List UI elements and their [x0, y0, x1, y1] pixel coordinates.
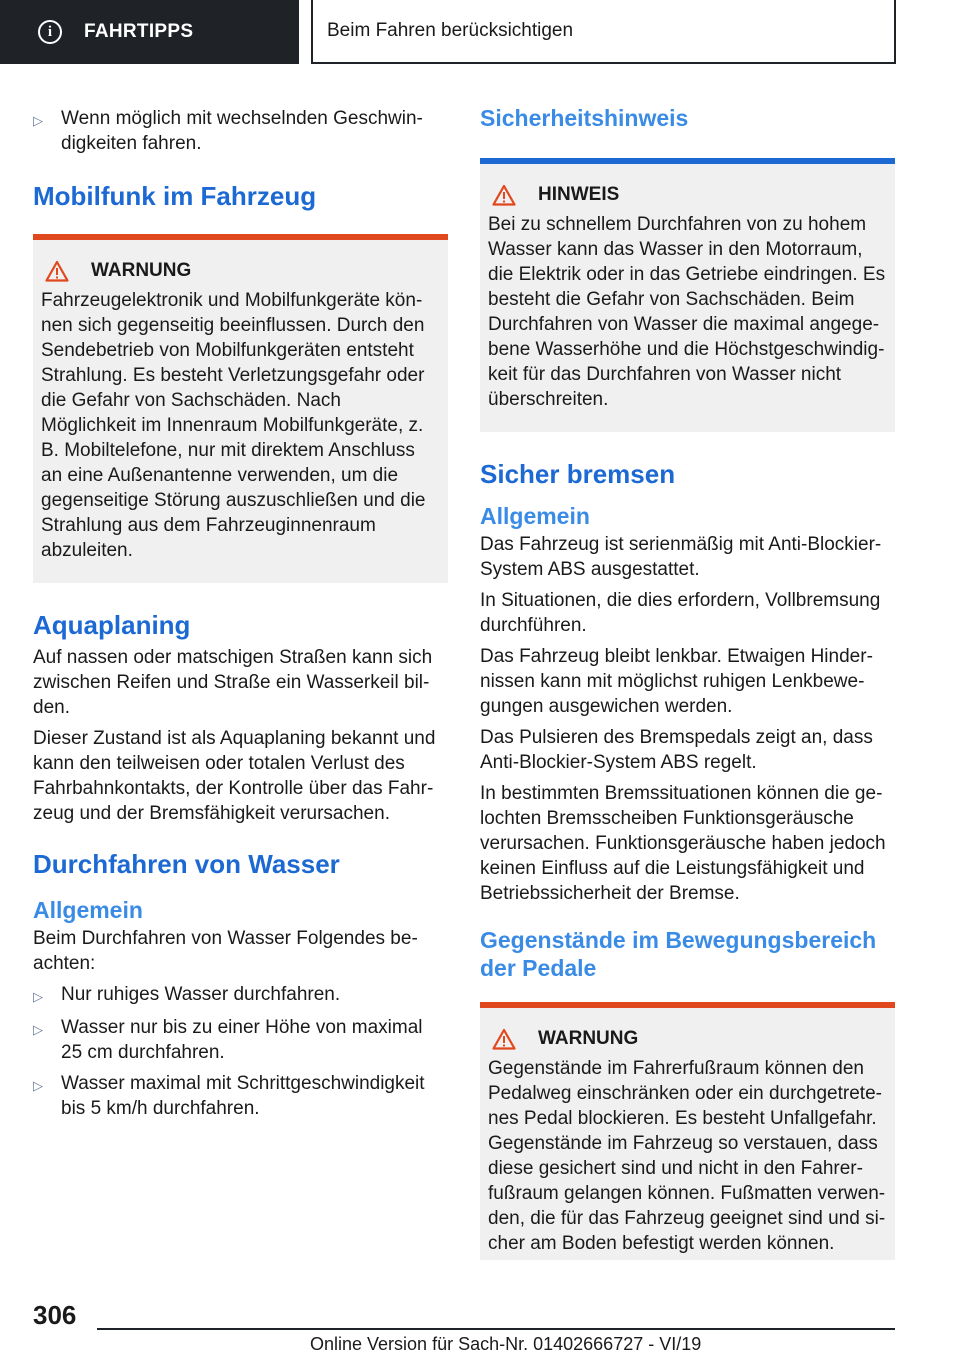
list-item-text: Wasser nur bis zu einer Höhe von maximal 25 cm durchfahren.: [61, 1017, 423, 1063]
footer-divider: [97, 1328, 895, 1330]
triangle-bullet-icon: ▷: [33, 113, 43, 128]
list-item-text: Wasser maximal mit Schrittgeschwindigkeit bis 5 km/h durchfahren.: [61, 1073, 425, 1119]
subsection-title-pedale: Gegenstände im Bewegungsbereich der Pedale: [480, 927, 877, 981]
warning-text: Gegenstände im Fahrerfußraum können den Pedalweg einschränken oder ein durchgetretenes Pedal blockieren. Es besteht Unfallgefahr. Gegenstände im Fahrzeug so verstauen, dass diese gesichert sind und nicht in den Fahrerfußraum gelangen können. Fußmatten verwenden, die für das Fahrzeug geeignet sind und sicher am Boden befestigt werden können.: [488, 1058, 886, 1254]
paragraph: In Situationen, die dies erfordern, Vollbremsung durchführen.: [480, 590, 881, 636]
header-section-label: FAHRTIPPS: [84, 21, 194, 42]
paragraph: In bestimmten Bremssituationen können die gelochten Bremsscheiben Funktionsgeräusche verursachen. Funktionsgeräusche haben jedoch keinen Einfluss auf die Leistungsfähigkeit und Betriebssicherheit der Bremse.: [480, 783, 886, 904]
warning-text: Fahrzeugelektronik und Mobilfunkgeräte können sich gegenseitig beeinflussen. Durch den Sendebetrieb von Mobilfunkgeräten entsteht Strahlung. Es besteht Verletzungsgefahr oder die Gefahr von Sachschäden. Nach Möglichkeit im Innenraum Mobilfunkgeräte, z. B. Mobiltelefone, nur mit direktem Anschluss an eine Außenantenne verwenden, um die gegenseitige Störung auszuschließen und die Strahlung aus dem Fahrzeuginnenraum abzuleiten.: [41, 290, 426, 561]
right-column: [480, 100, 895, 1260]
paragraph: Das Fahrzeug bleibt lenkbar. Etwaigen Hindernissen kann mit möglichst ruhigen Lenkbewegungen ausgewichen werden.: [480, 646, 873, 717]
section-title-aquaplaning: Aquaplaning: [33, 610, 191, 640]
warning-heading: [492, 1028, 887, 1050]
list-item-text: Wenn möglich mit wechselnden Geschwindigkeiten fahren.: [61, 108, 423, 154]
page-number: 306: [33, 1300, 77, 1330]
list-item: [33, 106, 448, 156]
section-title-mobilfunk: Mobilfunk im Fahrzeug: [33, 181, 317, 211]
triangle-bullet-icon: ▷: [33, 1022, 43, 1037]
warning-triangle-icon: [45, 260, 69, 282]
warning-label: WARNUNG: [538, 1028, 639, 1049]
header-title-box: [311, 0, 896, 64]
warning-triangle-icon: [492, 184, 516, 206]
section-title-sicherheitshinweis: Sicherheitshinweis: [480, 105, 689, 131]
list-item: [33, 1071, 448, 1121]
page-header: [0, 0, 960, 66]
subsection-title-allgemein: Allgemein: [480, 503, 590, 529]
list-item: [33, 982, 448, 1009]
left-column: [33, 100, 448, 1127]
warning-box-mobilfunk: [33, 234, 448, 583]
paragraph: Das Fahrzeug ist serienmäßig mit Anti-Blockier-System ABS ausgestattet.: [480, 534, 882, 580]
header-title: Beim Fahren berücksichtigen: [327, 20, 574, 41]
section-title-bremsen: Sicher bremsen: [480, 459, 676, 489]
warning-triangle-icon: [492, 1028, 516, 1050]
notice-text: Bei zu schnellem Durchfahren von zu hohem Wasser kann das Wasser in den Motorraum, die Elektrik oder in das Getriebe eindringen. Es besteht die Gefahr von Sachschäden. Beim Durchfahren von Wasser die maximal angegebene Wasserhöhe und die Höchstgeschwindigkeit für das Durchfahren von Wasser nicht überschreiten.: [488, 214, 886, 410]
triangle-bullet-icon: ▷: [33, 989, 43, 1004]
list-item: [33, 1015, 448, 1065]
warning-heading: [45, 260, 440, 282]
paragraph: Dieser Zustand ist als Aquaplaning bekannt und kann den teilweisen oder totalen Verlust des Fahrbahnkontakts, der Kontrolle über das Fahrzeug und der Bremsfähigkeit verursachen.: [33, 728, 436, 824]
paragraph: Auf nassen oder matschigen Straßen kann sich zwischen Reifen und Straße ein Wasserkeil bilden.: [33, 647, 433, 718]
notice-label: HINWEIS: [538, 184, 620, 205]
info-icon: i: [38, 20, 62, 44]
notice-heading: [492, 184, 887, 206]
triangle-bullet-icon: ▷: [33, 1078, 43, 1093]
subsection-title-allgemein: Allgemein: [33, 897, 143, 923]
header-section-tab: [0, 0, 299, 64]
warning-box-pedale: [480, 1002, 895, 1260]
list-item-text: Nur ruhiges Wasser durchfahren.: [61, 984, 341, 1005]
paragraph: Beim Durchfahren von Wasser Folgendes beachten:: [33, 928, 418, 974]
warning-label: WARNUNG: [91, 260, 192, 281]
section-title-wasser: Durchfahren von Wasser: [33, 849, 340, 879]
notice-box-hinweis: [480, 158, 895, 432]
paragraph: Das Pulsieren des Bremspedals zeigt an, dass Anti-Blockier-System ABS regelt.: [480, 727, 873, 773]
footer-text: Online Version für Sach-Nr. 01402666727 - VI/19: [310, 1334, 702, 1354]
